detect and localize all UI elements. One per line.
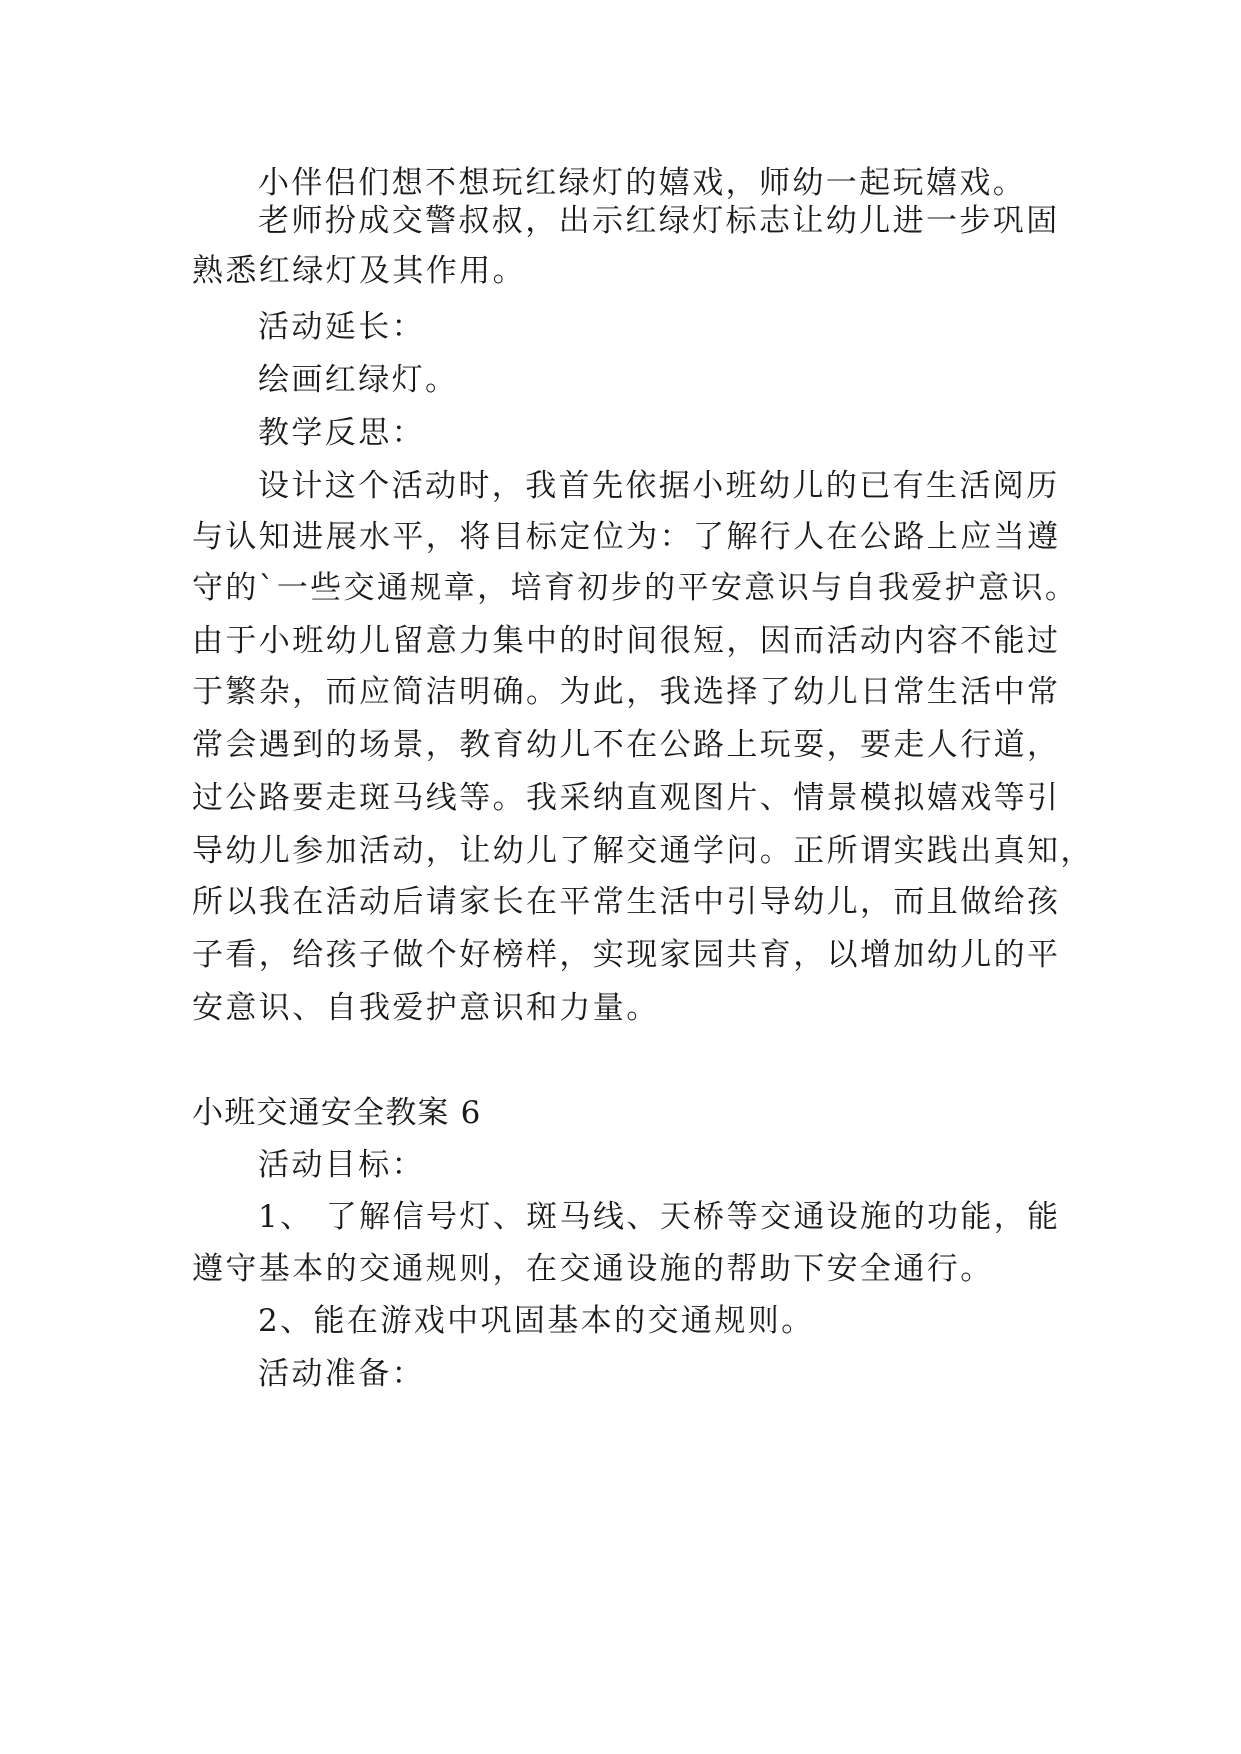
paragraph-line: 所以我在活动后请家长在平常生活中引导幼儿，而且做给孩	[192, 884, 1061, 920]
paragraph-line: 绘画红绿灯。	[258, 362, 459, 398]
section-label: 活动目标：	[258, 1147, 425, 1183]
paragraph-line: 导幼儿参加活动，让幼儿了解交通学问。正所谓实践出真知，	[192, 833, 1094, 869]
section-heading: 小班交通安全教案 6	[192, 1095, 482, 1131]
paragraph-line: 常会遇到的场景，教育幼儿不在公路上玩耍，要走人行道，	[192, 727, 1061, 763]
paragraph-line: 过公路要走斑马线等。我采纳直观图片、情景模拟嬉戏等引	[192, 780, 1061, 816]
paragraph-line: 守的`一些交通规章，培育初步的平安意识与自我爱护意识。	[192, 570, 1079, 606]
paragraph-line: 小伴侣们想不想玩红绿灯的嬉戏，师幼一起玩嬉戏。	[258, 165, 1027, 201]
paragraph-line: 1、 了解信号灯、斑马线、天桥等交通设施的功能，能	[258, 1199, 1061, 1235]
paragraph-line: 熟悉红绿灯及其作用。	[192, 253, 526, 289]
paragraph-line: 设计这个活动时，我首先依据小班幼儿的已有生活阅历	[258, 468, 1060, 504]
paragraph-line: 安意识、自我爱护意识和力量。	[192, 990, 660, 1026]
section-label: 活动延长：	[258, 309, 425, 345]
paragraph-line: 与认知进展水平，将目标定位为：了解行人在公路上应当遵	[192, 519, 1061, 555]
paragraph-line: 于繁杂，而应简洁明确。为此，我选择了幼儿日常生活中常	[192, 674, 1061, 710]
paragraph-line: 遵守基本的交通规则，在交通设施的帮助下安全通行。	[192, 1251, 994, 1287]
paragraph-line: 子看，给孩子做个好榜样，实现家园共育，以增加幼儿的平	[192, 937, 1061, 973]
paragraph-line: 由于小班幼儿留意力集中的时间很短，因而活动内容不能过	[192, 623, 1061, 659]
paragraph-line: 老师扮成交警叔叔，出示红绿灯标志让幼儿进一步巩固	[258, 203, 1060, 239]
paragraph-line: 2、能在游戏中巩固基本的交通规则。	[258, 1303, 815, 1339]
section-label: 教学反思：	[258, 415, 425, 451]
section-label: 活动准备：	[258, 1356, 425, 1392]
